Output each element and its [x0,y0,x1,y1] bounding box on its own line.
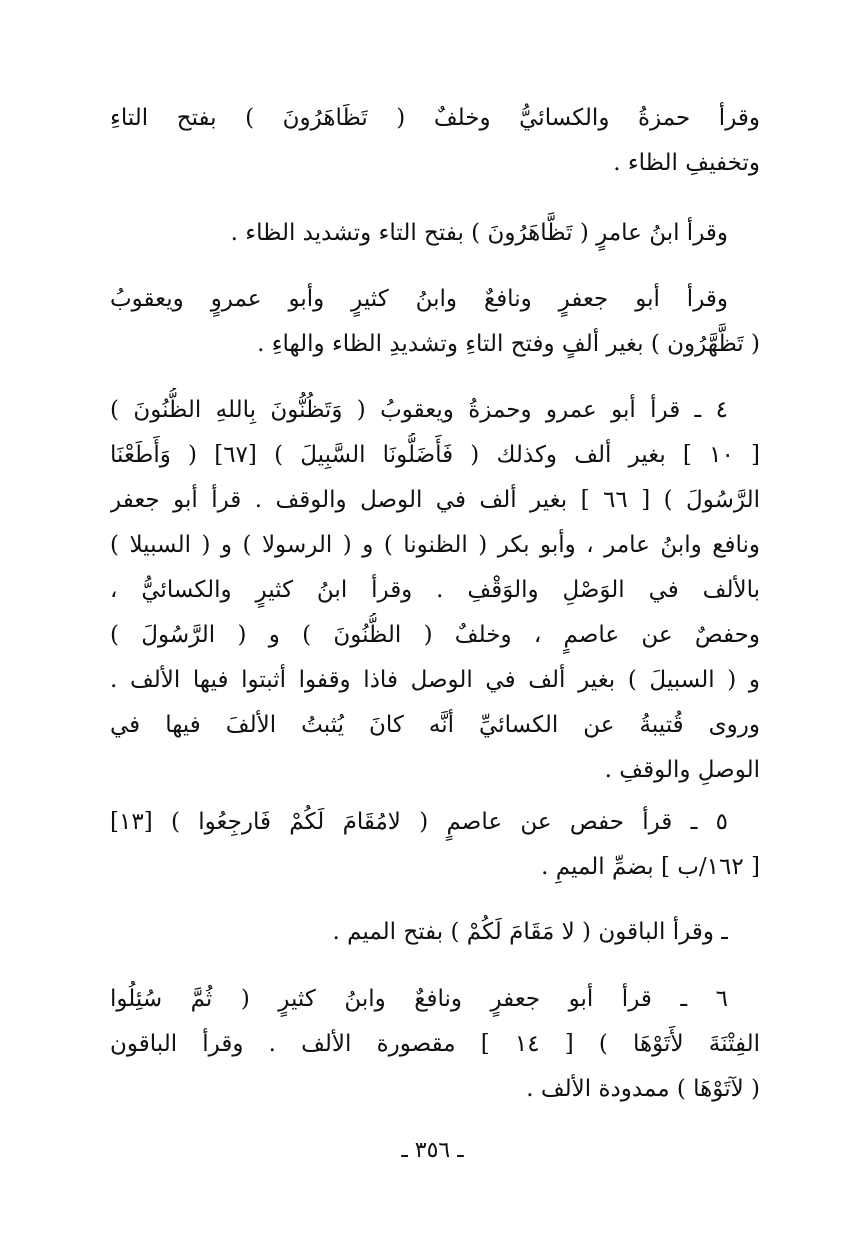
paragraph-4 [110,388,760,793]
paragraph-line: وقرأ حمزةُ والكسائيُّ وخلفٌ ( تَظَاهَرُونَ ) بفتح التاءِ [110,105,760,131]
paragraph-line: وحفصٌ عن عاصمٍ ، وخلفٌ ( الظُّنُونَ ) و ( الرَّسُولَ ) [110,622,760,648]
paragraph-5 [110,800,760,890]
paragraph-line: ٦ ـ قرأ أبو جعفرٍ ونافعٌ وابنُ كثيرٍ ( ثُمَّ سُئِلُوا [110,986,728,1012]
paragraph-line: وتخفيفِ الظاء . [613,150,760,176]
paragraph-line: وقرأ أبو جعفرٍ ونافعٌ وابنُ كثيرٍ وأبو عمروٍ ويعقوبُ [110,286,728,312]
paragraph-2 [110,211,760,256]
paragraph-line: الرَّسُولَ ) [ ٦٦ ] بغير ألف في الوصل والوقف . قرأ أبو جعفر [110,487,760,513]
paragraph-line: [ ١٠ ] بغير ألف وكذلك ( فَأَضَلُّونَا السَّبِيلَ ) [٦٧] ( وَأَطَعْنَا [110,442,760,468]
page-number: ـ ٣٥٦ ـ [401,1138,464,1163]
paragraph-line: ٤ ـ قرأ أبو عمرو وحمزةُ ويعقوبُ ( وَتَظُنُّونَ بِاللهِ الظُّنُونَ ) [110,397,728,423]
paragraph-7 [110,977,760,1112]
paragraph-line: الوصلِ والوقفِ . [604,757,760,783]
paragraph-line: وروى قُتيبةُ عن الكسائيِّ أنَّه كانَ يُثبتُ الألفَ فيها في [110,712,760,738]
paragraph-line: ـ وقرأ الباقون ( لا مَقَامَ لَكُمْ ) بفتح الميم . [332,919,728,945]
paragraph-line: ( لآتَوْهَا ) ممدودة الألف . [526,1076,760,1102]
paragraph-line: ٥ ـ قرأ حفص عن عاصمٍ ( لامُقَامَ لَكُمْ فَارجِعُوا ) [١٣] [110,809,729,835]
paragraph-line: وقرأ ابنُ عامرٍ ( تَظَّاهَرُونَ ) بفتح التاء وتشديد الظاء . [230,220,728,246]
paragraph-3 [110,277,760,367]
paragraph-line: ونافع وابنُ عامر ، وأبو بكر ( الظنونا ) و ( الرسولا ) و ( السبيلا ) [110,532,760,558]
paragraph-line: [ ١٦٢/ب ] بضمِّ الميمِ . [541,854,760,880]
paragraph-1 [110,96,760,186]
paragraph-6 [110,910,760,955]
paragraph-line: ( تَظَّهَّرُون ) بغير ألفٍ وفتح التاءِ وتشديدِ الظاء والهاءِ . [257,331,760,357]
paragraph-line: بالألف في الوَصْلِ والوَقْفِ . وقرأ ابنُ كثيرٍ والكسائيُّ ، [110,577,760,603]
paragraph-line: و ( السبيلَ ) بغير ألف في الوصل فاذا وقفوا أثبتوا فيها الألف . [110,667,760,693]
paragraph-line: الفِتْنَةَ لأَتَوْهَا ) [ ١٤ ] مقصورة الألف . وقرأ الباقون [110,1031,760,1057]
